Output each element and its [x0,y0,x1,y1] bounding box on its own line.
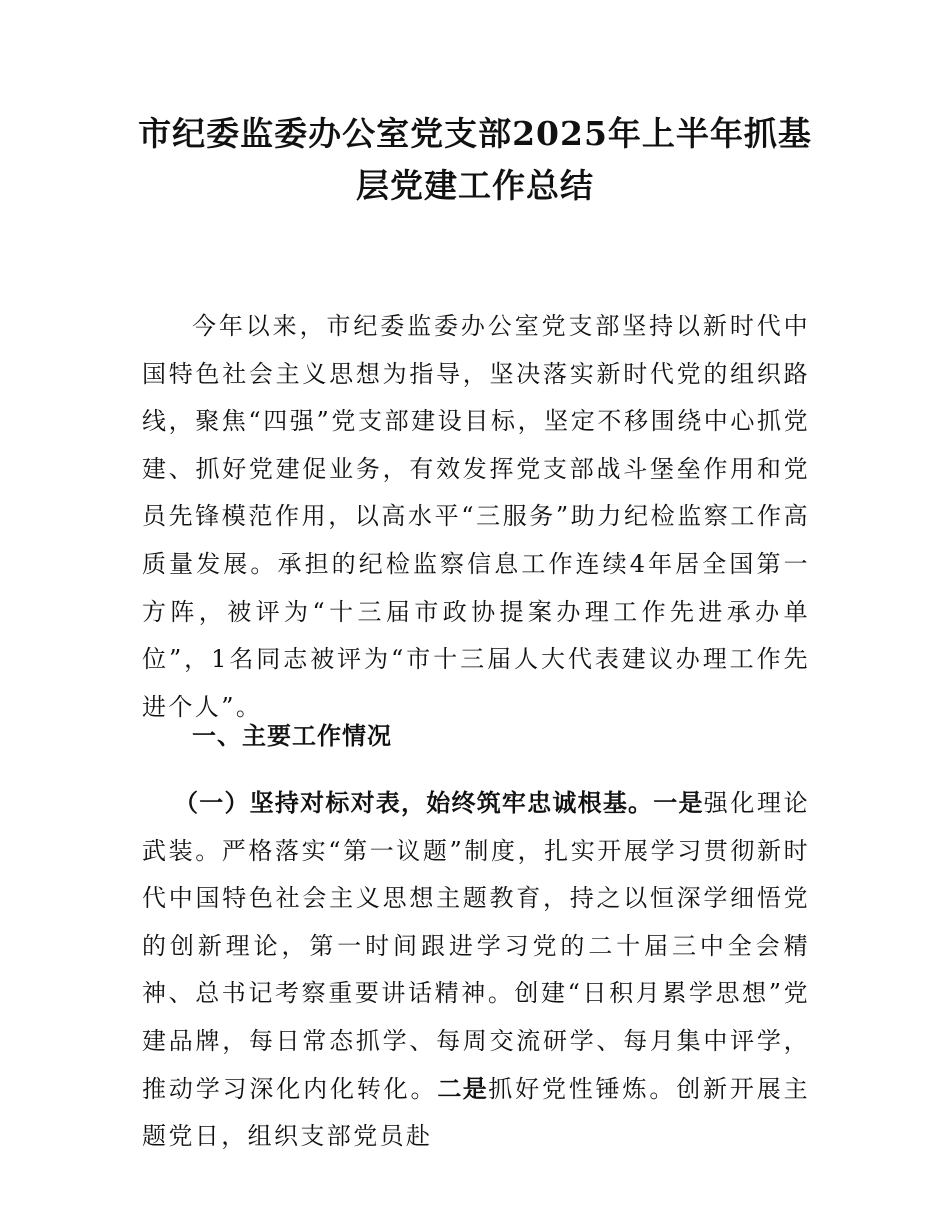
title-line-2: 层党建工作总结 [356,166,594,205]
point-text-2: 抓好党性锤炼。创新开展主题党日，组织支部党员赴 [142,1074,810,1151]
subsection-heading-1: （一）坚持对标对表，始终筑牢忠诚根基。 [174,789,654,817]
intro-paragraph: 今年以来，市纪委监委办公室党支部坚持以新时代中国特色社会主义思想为指导，坚决落实新时代党的组织路线，聚焦“四强”党支部建设目标，坚定不移围绕中心抓党建、抓好党建促业务，有效发挥党支部战斗堡垒作用和党员先锋模范作用，以高水平“三服务”助力纪检监察工作高质量发展。承担的纪检监察信息工作连续4年居全国第一方阵，被评为“十三届市政协提案办理工作先进承办单位”，1名同志被评为“市十三届人大代表建议办理工作先进个人”。 [142,312,810,721]
point-marker-1: 一是 [653,789,704,817]
section-heading-main-work: 一、主要工作情况 [192,722,392,750]
subsection-paragraph-1 [142,780,810,1161]
title-line-1: 市纪委监委办公室党支部2025年上半年抓基 [138,114,812,153]
point-text-1: 强化理论武装。严格落实“第一议题”制度，扎实开展学习贯彻新时代中国特色社会主义思想主题教育，持之以恒深学细悟党的创新理论，第一时间跟进学习党的二十届三中全会精神、总书记考察重要讲话精神。创建“日积月累学思想”党建品牌，每日常态抓学、每周交流研学、每月集中评学，推动学习深化内化转化。 [142,789,811,1103]
document-title [120,108,830,212]
point-marker-2: 二是 [437,1074,489,1103]
